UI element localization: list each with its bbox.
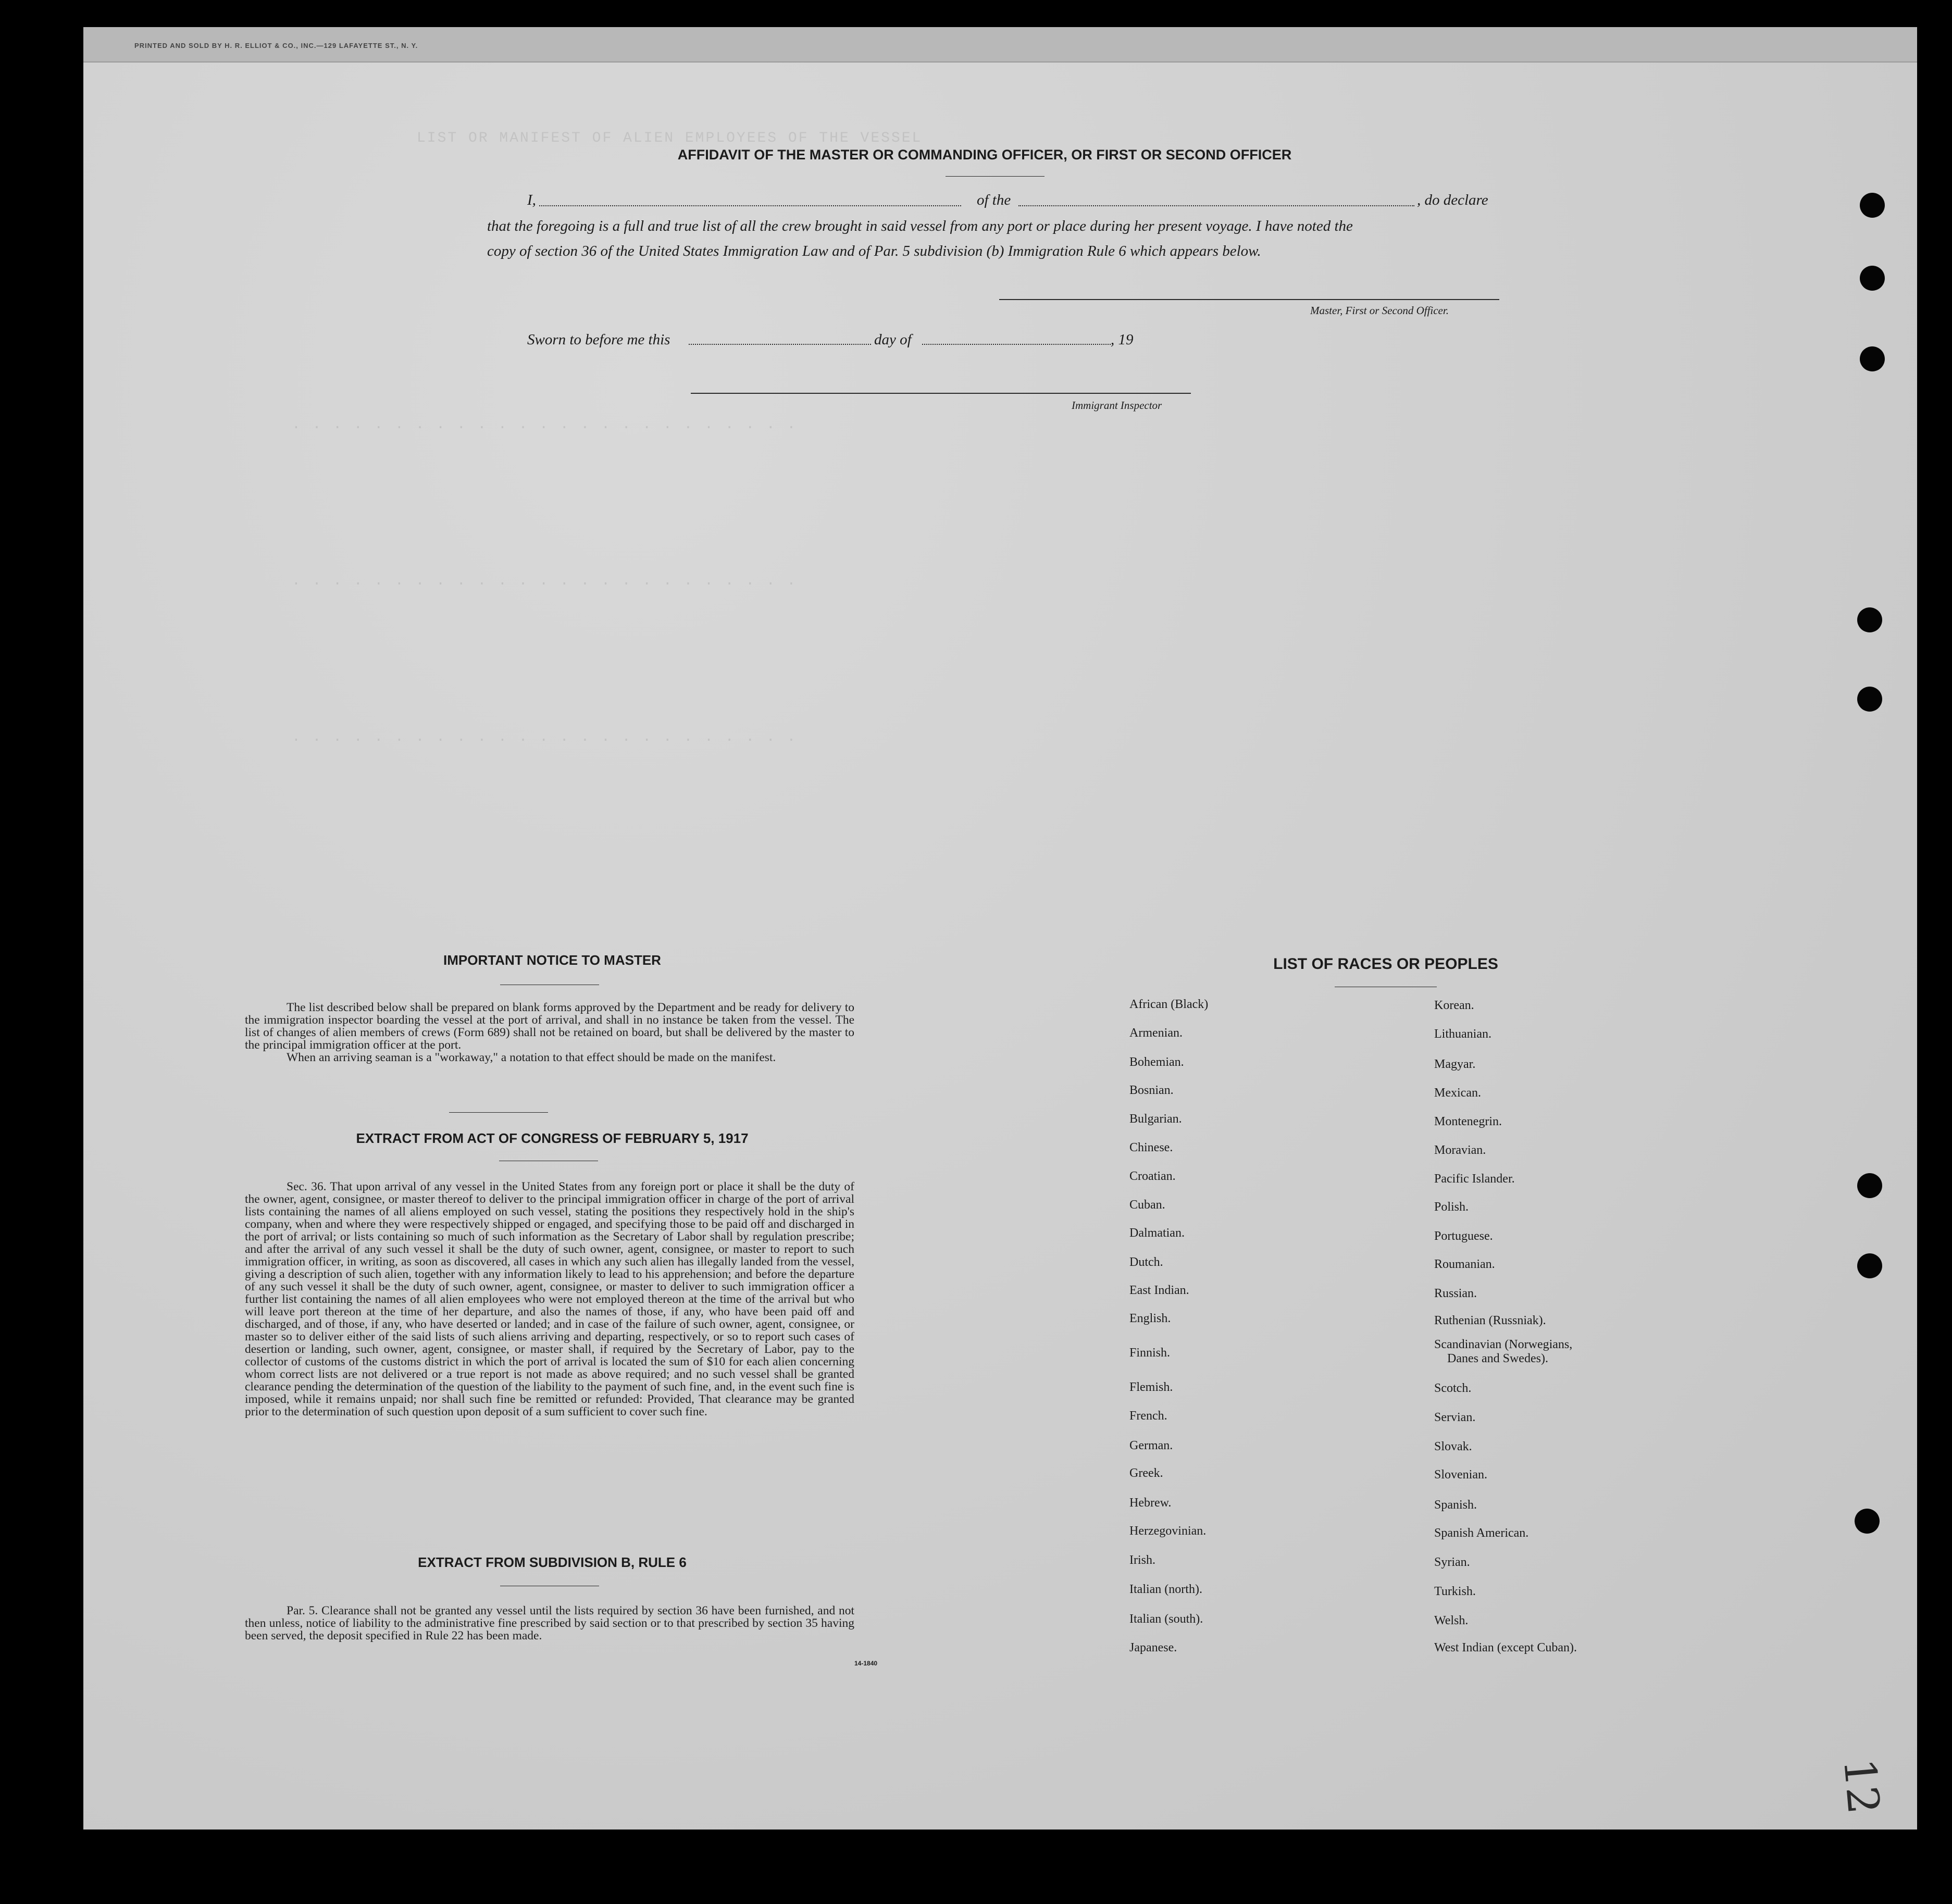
race-entry: Bosnian. bbox=[1129, 1084, 1174, 1097]
form-number: 14-1840 bbox=[854, 1660, 878, 1667]
inspector-label: Immigrant Inspector bbox=[1072, 399, 1162, 412]
race-entry: Slovak. bbox=[1434, 1440, 1472, 1453]
race-entry: Scotch. bbox=[1434, 1382, 1472, 1395]
act-body bbox=[245, 1180, 854, 1418]
race-entry: Roumanian. bbox=[1434, 1258, 1495, 1271]
race-entry: Russian. bbox=[1434, 1287, 1477, 1300]
race-entry: Finnish. bbox=[1129, 1346, 1171, 1360]
bleed-through-text: . . . . . . . . . . . . . . . . . . . . . . . . . bbox=[292, 729, 798, 745]
notice-title: IMPORTANT NOTICE TO MASTER bbox=[443, 952, 661, 968]
affidavit-line-2: that the foregoing is a full and true list of all the crew brought in said vessel from any port or place during her present voyage. I have noted the bbox=[487, 218, 1353, 234]
rule-par-5-text: Par. 5. Clearance shall not be granted any vessel until the lists required by section 36 have been furnished, and not then unless, notice of liability to the administrative fine prescribed by said section or to that prescribed by section 35 having been served, the deposit specified in Rule 22 has been made. bbox=[245, 1604, 854, 1642]
race-entry: Spanish American. bbox=[1434, 1526, 1529, 1540]
race-entry: African (Black) bbox=[1129, 998, 1209, 1011]
race-entry: Greek. bbox=[1129, 1466, 1163, 1480]
notice-paragraph-1: The list described below shall be prepared on blank forms approved by the Department and be ready for delivery to the immigration inspector boarding the vessel at the port of arrival, and shall in no instance be taken from the vessel. The list of changes of alien members of crews (Form 689) shall not be retained on board, but shall be delivered by the master to the principal immigration officer at the port. bbox=[245, 1001, 854, 1052]
race-entry: Bohemian. bbox=[1129, 1055, 1184, 1069]
bleed-through-text: LIST OR MANIFEST OF ALIEN EMPLOYEES OF THE VESSEL bbox=[417, 130, 923, 146]
race-entry: Dutch. bbox=[1129, 1255, 1163, 1269]
race-entry: Mexican. bbox=[1434, 1086, 1481, 1100]
race-entry: Japanese. bbox=[1129, 1641, 1177, 1654]
race-entry: Cuban. bbox=[1129, 1198, 1165, 1212]
race-entry: Chinese. bbox=[1129, 1141, 1173, 1154]
race-entry: Lithuanian. bbox=[1434, 1027, 1491, 1041]
race-entry: Portuguese. bbox=[1434, 1229, 1493, 1243]
title-underline bbox=[946, 176, 1045, 177]
rule-body bbox=[245, 1604, 854, 1642]
rule-title: EXTRACT FROM SUBDIVISION B, RULE 6 bbox=[418, 1554, 687, 1570]
punch-hole bbox=[1857, 1253, 1882, 1278]
punch-hole bbox=[1855, 1509, 1880, 1534]
affidavit-title: AFFIDAVIT OF THE MASTER OR COMMANDING OFFICER, OR FIRST OR SECOND OFFICER bbox=[677, 147, 1292, 163]
race-entry: Polish. bbox=[1434, 1200, 1469, 1214]
notice-paragraph-2: When an arriving seaman is a "workaway," a notation to that effect should be made on the manifest. bbox=[287, 1051, 776, 1064]
punch-hole bbox=[1857, 1173, 1882, 1198]
race-entry: Scandinavian (Norwegians, bbox=[1434, 1338, 1573, 1351]
day-of-label: day of bbox=[874, 331, 912, 348]
race-entry: Irish. bbox=[1129, 1553, 1155, 1567]
race-entry: English. bbox=[1129, 1312, 1171, 1325]
year-prefix: , 19 bbox=[1111, 331, 1134, 348]
sworn-day-blank bbox=[689, 344, 871, 345]
handwritten-page-number: 12 bbox=[1833, 1756, 1889, 1816]
race-entry: Montenegrin. bbox=[1434, 1115, 1502, 1128]
race-entry: Pacific Islander. bbox=[1434, 1172, 1515, 1186]
race-entry: Herzegovinian. bbox=[1129, 1524, 1207, 1538]
race-entry: German. bbox=[1129, 1439, 1173, 1452]
race-entry: French. bbox=[1129, 1409, 1167, 1423]
race-entry: Armenian. bbox=[1129, 1026, 1183, 1040]
punch-hole bbox=[1857, 687, 1882, 712]
punch-hole bbox=[1860, 266, 1885, 291]
bleed-through-text: . . . . . . . . . . . . . . . . . . . . . . . . . bbox=[292, 573, 798, 589]
race-entry: East Indian. bbox=[1129, 1284, 1189, 1297]
race-entry: Korean. bbox=[1434, 999, 1474, 1012]
act-section-36-text: Sec. 36. That upon arrival of any vessel in the United States from any foreign port or place it shall be the duty of the owner, agent, consignee, or master thereof to deliver to the principal immigration officer in charge of the port of arrival lists containing the names of all aliens employed on such vessel, stating the positions they respectively hold in the ship's company, when and where they were respectively shipped or engaged, and specifying those to be paid off and discharged in the port of arrival; or lists containing so much of such information as the Secretary of Labor shall by regulation prescribe; and after the arrival of any such vessel it shall be the duty of such owner, agent, consignee, or master to report to such immigration officer, in writing, as soon as discovered, all cases in which any such alien has illegally landed from the vessel, giving a description of such alien, together with any information likely to lead to his apprehension; and before the departure of any such vessel it shall be the duty of such owner, agent, consignee, or master to deliver to such immigration officer a further list containing the names of all alien employees who were not employed thereon at the time of the arrival but who will leave port thereon at the time of her departure, and also the names of those, if any, who have been paid off and discharged, and of those, if any, who have deserted or landed; and in case of the failure of such owner, agent, consignee, or master so to deliver either of the said lists of such aliens arriving and departing, respectively, or so to report such cases of desertion or landing, such owner, agent, consignee, or master shall, if required by the Secretary of Labor, pay to the collector of customs of the customs district in which the port of arrival is located the sum of $10 for each alien concerning whom correct lists are not delivered or a true report is not made as above required; and no such vessel shall be granted clearance pending the determination of the question of the liability to the payment of such fine, and, in the event such fine is imposed, while it remains unpaid; nor shall such fine be remitted or refunded: Provided, That clearance may be granted prior to the determination of such question upon deposit of a sum sufficient to cover such fine. bbox=[245, 1180, 854, 1418]
race-entry: Danes and Swedes). bbox=[1447, 1352, 1548, 1365]
race-entry: Hebrew. bbox=[1129, 1496, 1172, 1510]
race-entry: Servian. bbox=[1434, 1411, 1476, 1424]
master-signature-label: Master, First or Second Officer. bbox=[1310, 304, 1449, 317]
vessel-blank bbox=[1018, 205, 1414, 206]
race-entry: Ruthenian (Russniak). bbox=[1434, 1314, 1546, 1327]
race-entry: Turkish. bbox=[1434, 1585, 1476, 1598]
affidavit-i-label: I, bbox=[527, 192, 536, 208]
race-entry: Welsh. bbox=[1434, 1614, 1469, 1627]
race-entry: Croatian. bbox=[1129, 1169, 1176, 1183]
section-divider bbox=[449, 1112, 548, 1113]
master-signature-line bbox=[999, 299, 1499, 300]
race-entry: Flemish. bbox=[1129, 1380, 1173, 1394]
inspector-signature-line bbox=[691, 393, 1191, 394]
race-entry: Italian (north). bbox=[1129, 1583, 1202, 1596]
race-entry: Magyar. bbox=[1434, 1057, 1476, 1071]
affidavit-line-3: copy of section 36 of the United States Immigration Law and of Par. 5 subdivision (b) Immigration Rule 6 which appears below. bbox=[487, 243, 1261, 259]
punch-hole bbox=[1860, 193, 1885, 218]
affidavit-declare-label: , do declare bbox=[1417, 192, 1488, 208]
race-entry: Moravian. bbox=[1434, 1143, 1486, 1157]
race-entry: Syrian. bbox=[1434, 1555, 1470, 1569]
act-title: EXTRACT FROM ACT OF CONGRESS OF FEBRUARY 5, 1917 bbox=[356, 1130, 749, 1146]
race-entry: West Indian (except Cuban). bbox=[1434, 1641, 1577, 1654]
printer-line: PRINTED AND SOLD BY H. R. ELLIOT & CO., INC.—129 LAFAYETTE ST., N. Y. bbox=[134, 42, 418, 49]
sworn-text: Sworn to before me this bbox=[527, 331, 670, 348]
name-blank bbox=[539, 205, 961, 206]
month-blank bbox=[922, 344, 1111, 345]
notice-body bbox=[245, 1001, 854, 1064]
race-entry: Dalmatian. bbox=[1129, 1226, 1185, 1240]
race-entry: Bulgarian. bbox=[1129, 1112, 1182, 1126]
race-entry: Slovenian. bbox=[1434, 1468, 1487, 1482]
punch-hole bbox=[1857, 607, 1882, 632]
races-title: LIST OF RACES OR PEOPLES bbox=[1273, 955, 1498, 973]
race-entry: Spanish. bbox=[1434, 1498, 1477, 1512]
bleed-through-text: . . . . . . . . . . . . . . . . . . . . . . . . . bbox=[292, 417, 798, 433]
race-entry: Italian (south). bbox=[1129, 1612, 1203, 1626]
affidavit-of-the-label: of the bbox=[977, 192, 1011, 208]
punch-hole bbox=[1860, 346, 1885, 371]
